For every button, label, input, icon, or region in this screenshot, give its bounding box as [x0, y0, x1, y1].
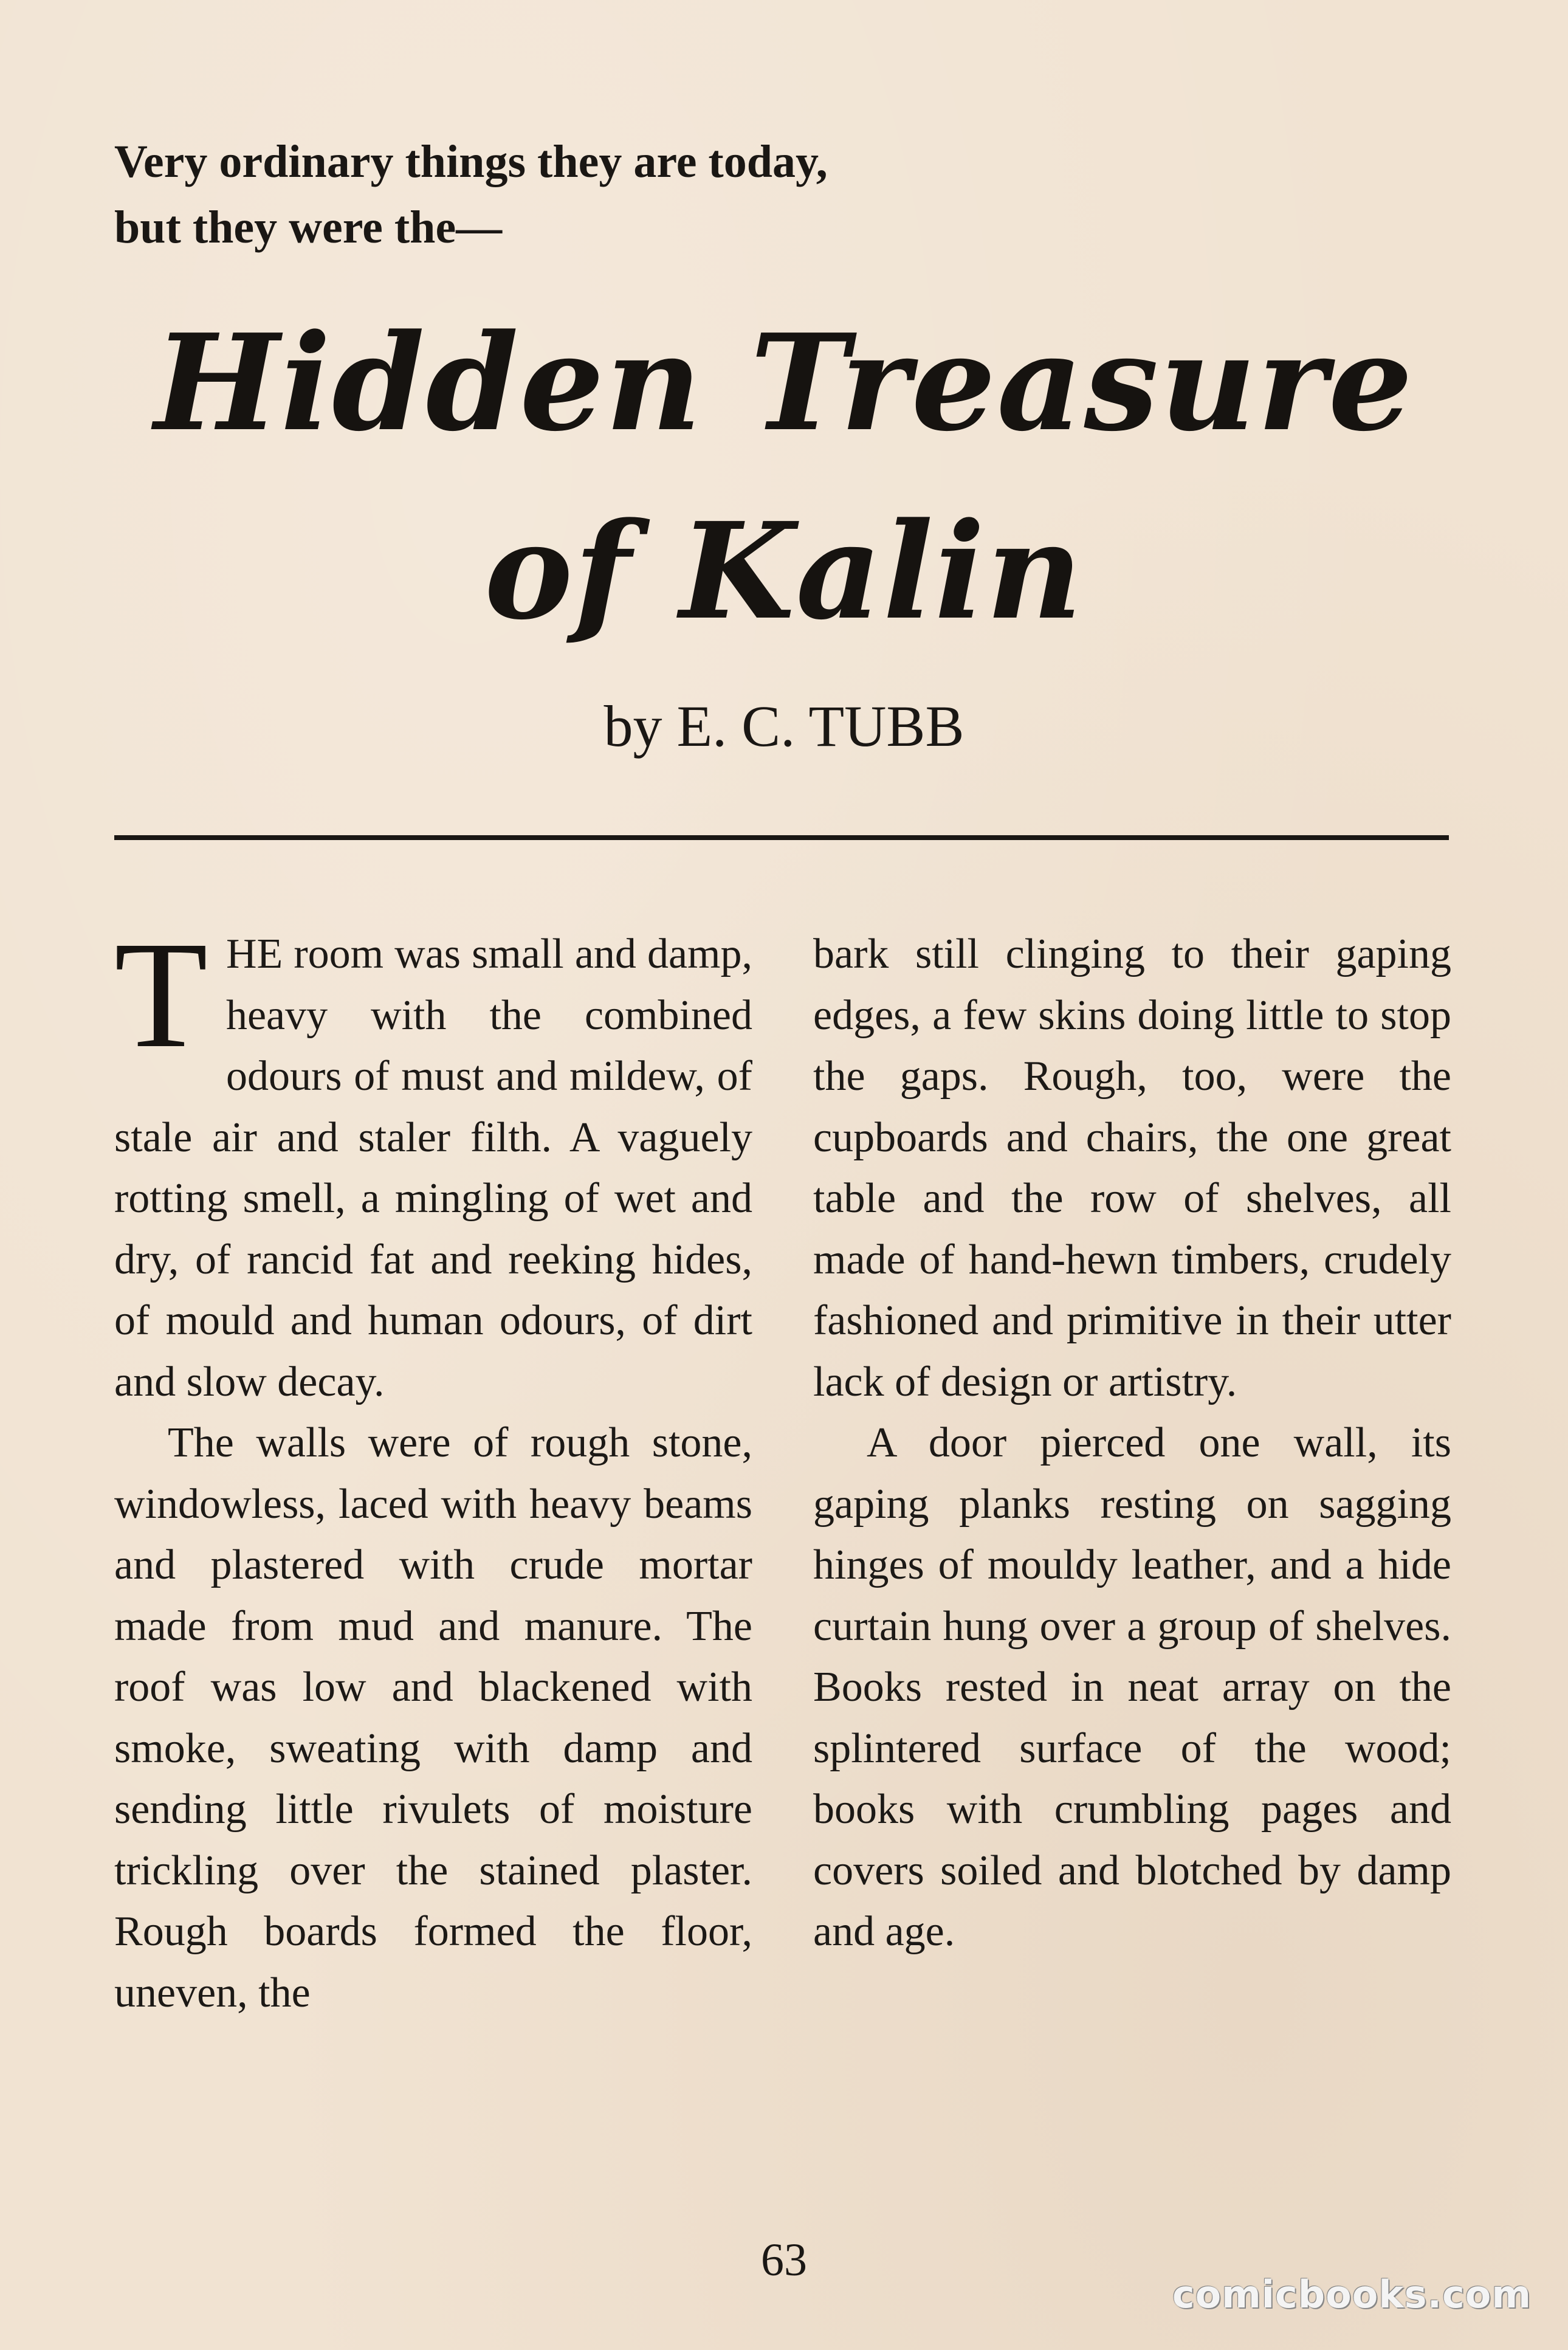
- site-watermark: comicbooks.com: [1172, 2272, 1532, 2317]
- paragraph-3: A door pierced one wall, its gaping planks resting on sagging hinges of mouldy leather, and a hide curtain hung over a group of shelves. Books rested in neat array on the splintered surface of the wood; books with crumbling pages and covers soiled and blotched by damp and age.: [813, 1419, 1451, 1955]
- text-column-left: [114, 909, 752, 2024]
- text-column-right: [813, 924, 1451, 1963]
- paragraph-1-text: HE room was small and damp, heavy with the combined odours of must and mildew, of stale air and staler filth. A vaguely rotting smell, a mingling of wet and dry, of rancid fat and reeking hides, of mould and human odours, of dirt and slow decay.: [114, 931, 752, 1405]
- tagline-line-1: Very ordinary things they are today,: [114, 136, 828, 187]
- tagline: [114, 129, 828, 260]
- paragraph-1: [114, 909, 752, 1413]
- page-number: 63: [761, 2235, 807, 2286]
- paragraph-2-continued: bark still clinging to their gaping edges, a few skins doing little to stop the gaps. Rough, too, were the cupboards and chairs, the one great table and the row of shelves, all made of hand-hewn timbers, crudely fashioned and primitive in their utter lack of design or artistry.: [813, 931, 1451, 1405]
- paragraph-2: The walls were of rough stone, windowless, laced with heavy beams and plastered with crude mortar made from mud and manure. The roof was low and blackened with smoke, sweating with damp and sending little rivulets of moisture trickling over the stained plaster. Rough boards formed the floor, uneven, the: [114, 1419, 752, 2016]
- byline: by E. C. TUBB: [603, 694, 965, 759]
- tagline-line-2: but they were the—: [114, 202, 503, 253]
- story-title-line-2: of Kalin: [484, 494, 1084, 649]
- story-title-line-1: Hidden Treasure: [154, 305, 1414, 461]
- drop-cap: T: [114, 909, 208, 1080]
- title-divider: [114, 835, 1449, 840]
